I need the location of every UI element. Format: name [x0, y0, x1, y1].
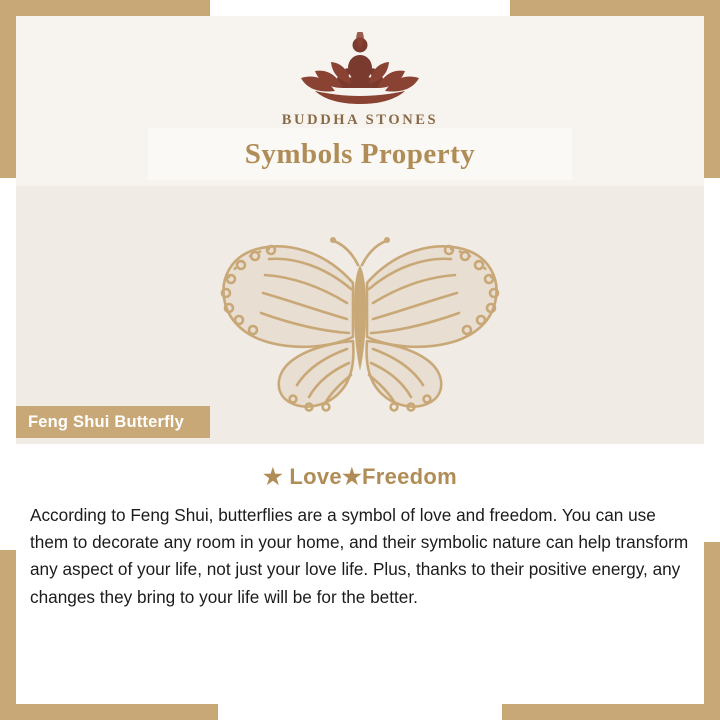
frame-corner-bottom-right-vertical [704, 542, 720, 720]
poster-card [16, 16, 704, 704]
description-subtitle: ★ Love★Freedom [262, 464, 457, 489]
frame-corner-top-right-vertical [704, 0, 720, 178]
hero-tag-notch [210, 406, 224, 438]
butterfly-icon [195, 223, 525, 423]
description-paragraph: According to Feng Shui, butterflies are a symbol of love and freedom. You can use them to decorate any room in your home, and their symbolic nature can help transform any aspect of your life, not just your love life. Plus, thanks to their positive energy, any changes they bring to your life will be for the better. [30, 505, 689, 607]
title-ribbon [148, 128, 572, 180]
frame-corner-bottom-left-vertical [0, 542, 16, 720]
brand-logo [16, 32, 704, 129]
frame-corner-top-right-horizontal [502, 0, 720, 16]
description-panel [16, 444, 704, 704]
frame-corner-top-left-horizontal [0, 0, 218, 16]
frame-corner-bottom-right-horizontal [502, 704, 720, 720]
hero-tag-label: Feng Shui Butterfly [28, 412, 184, 431]
hero-tag [16, 406, 210, 438]
frame-corner-bottom-left-horizontal [0, 704, 218, 720]
page-title: Symbols Property [244, 137, 476, 170]
brand-name: BUDDHA STONES [281, 112, 439, 128]
frame-corner-top-left-vertical [0, 0, 16, 178]
lotus-meditation-icon [285, 32, 435, 110]
